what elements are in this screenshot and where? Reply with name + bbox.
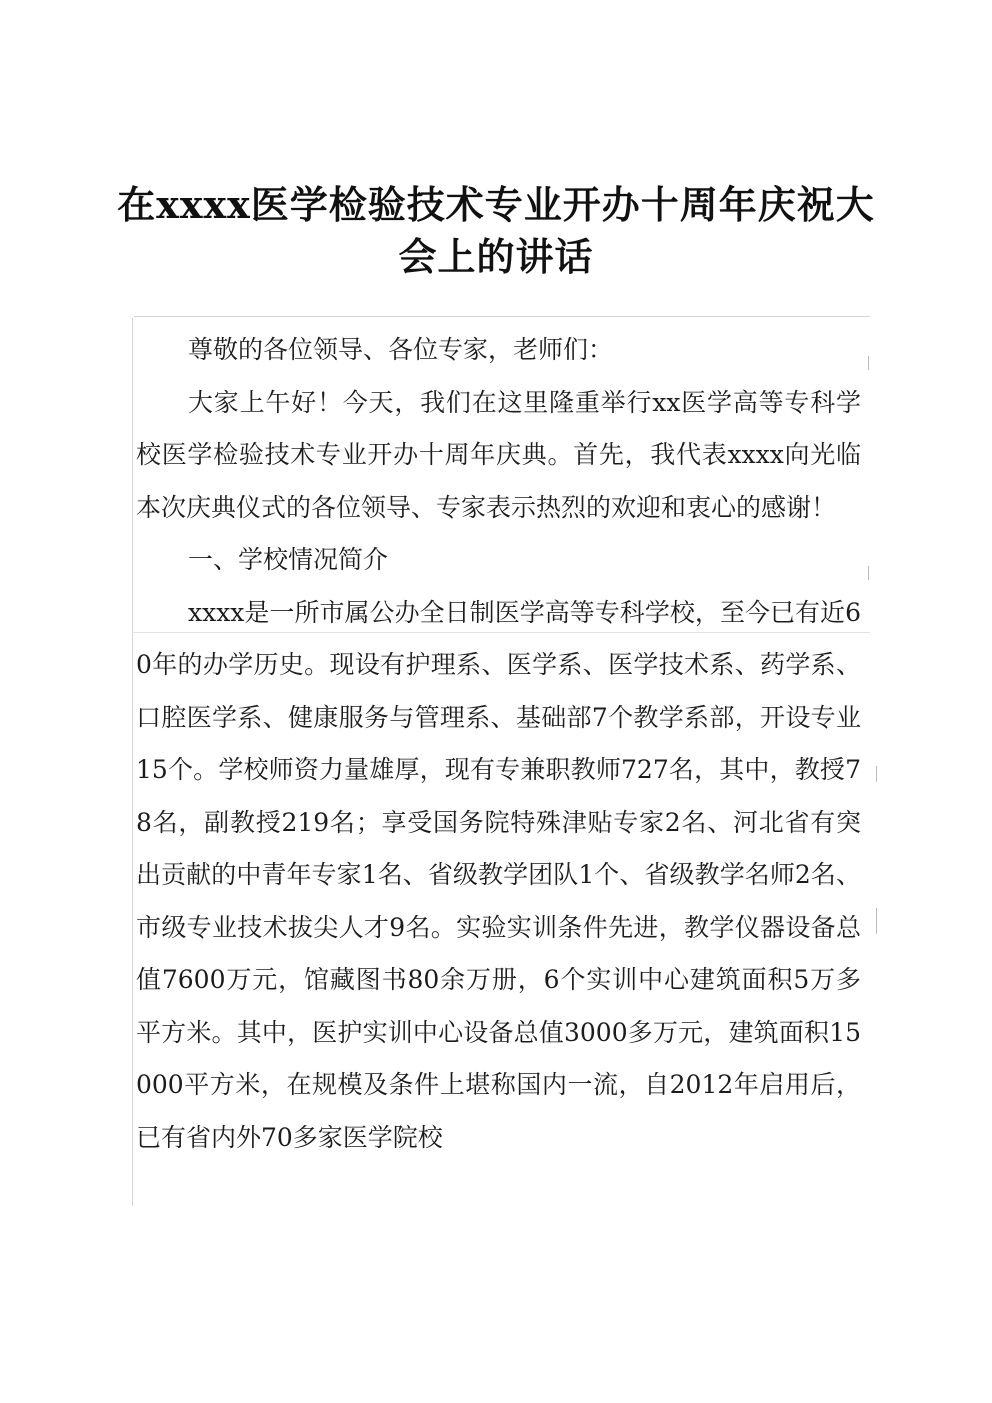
school-intro-paragraph: xxxx是一所市属公办全日制医学高等专科学校，至今已有近60年的办学历史。现设有护理系、医学系、医学技术系、药学系、口腔医学系、健康服务与管理系、基础部7个教学系部，开设专业15个。学校师资力量雄厚，现有专兼职教师727名，其中，教授78名，副教授219名；享受国务院特殊津贴专家2名、河北省有突出贡献的中青年专家1名、省级教学团队1个、省级教学名师2名、市级专业技术拔尖人才9名。实验实训条件先进，教学仪器设备总值7600万元，馆藏图书80余万册，6个实训中心建筑面积5万多平方米。其中，医护实训中心设备总值3000多万元，建筑面积15000平方米，在规模及条件上堪称国内一流，自2012年启用后，已有省内外70多家医学院校 xyxy=(136,597,861,1152)
frame-tick xyxy=(876,908,877,934)
greeting-paragraph: 大家上午好！今天，我们在这里隆重举行xx医学高等专科学校医学检验技术专业开办十周年庆典。首先，我代表xxxx向光临本次庆典仪式的各位领导、专家表示热烈的欢迎和衷心的感谢！ xyxy=(136,387,861,522)
frame-tick xyxy=(876,766,877,782)
section-heading: 一、学校情况简介 xyxy=(188,545,389,574)
document-title-line-2: 会上的讲话 xyxy=(398,234,594,279)
frame-tick xyxy=(868,566,869,580)
document-title-line-1: 在xxxx医学检验技术专业开办十周年庆祝大 xyxy=(117,182,875,227)
salutation-paragraph: 尊敬的各位领导、各位专家，老师们： xyxy=(188,335,614,364)
frame-top-border xyxy=(134,316,870,317)
frame-left-border xyxy=(132,318,133,1206)
document-body xyxy=(136,324,861,1164)
frame-tick xyxy=(868,356,869,370)
